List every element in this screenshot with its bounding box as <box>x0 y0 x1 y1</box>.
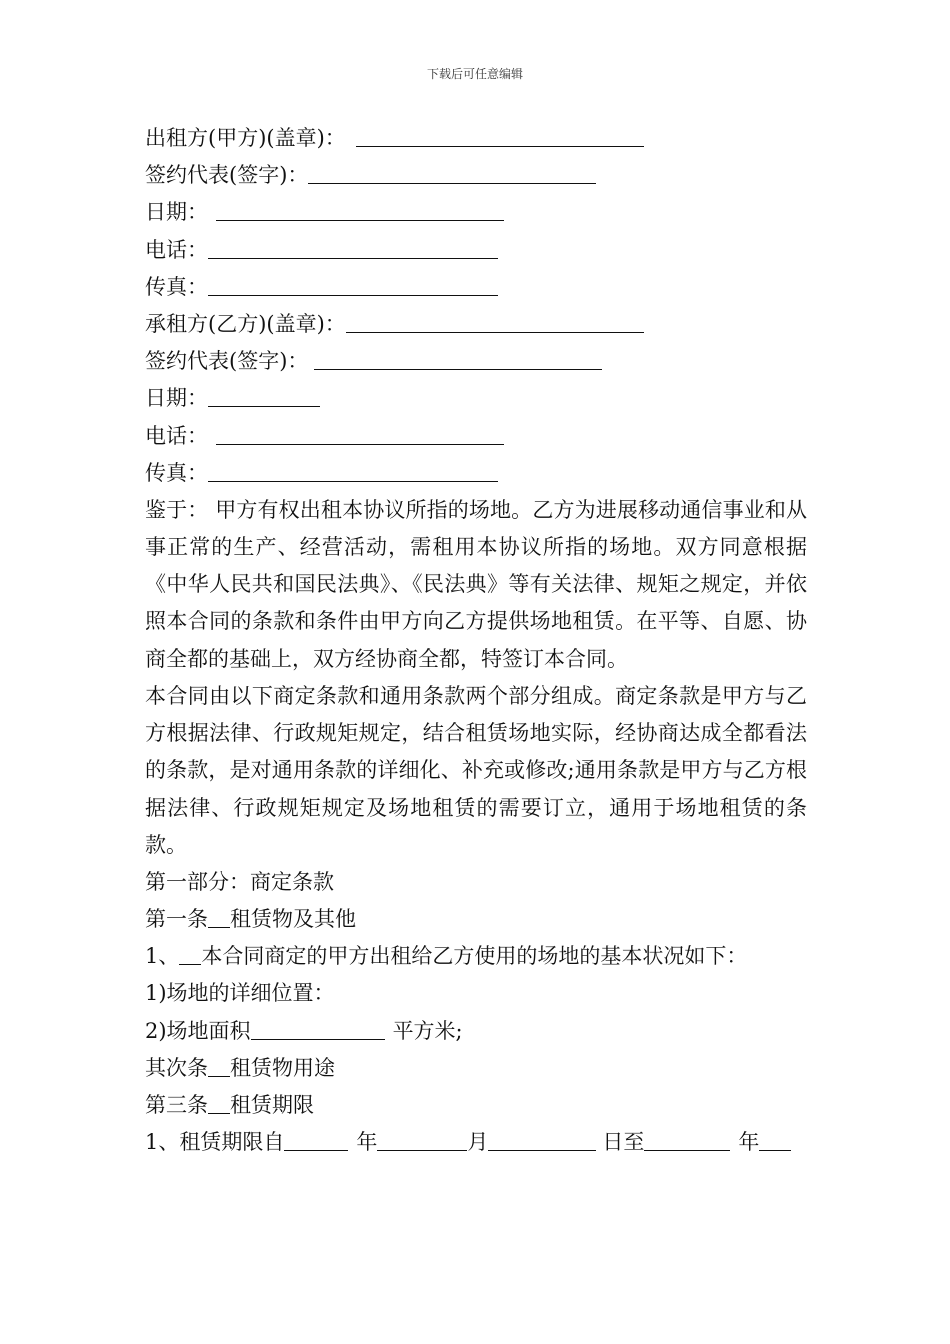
lessor-rep-line <box>145 157 807 194</box>
start-month-field[interactable] <box>377 1130 467 1151</box>
article-one-title: 租赁物及其他 <box>230 907 356 932</box>
lessee-rep-line <box>145 343 807 380</box>
lessee-rep-field[interactable] <box>314 349 602 370</box>
lessor-phone-field[interactable] <box>208 238 498 259</box>
item-1-2-prefix: 2)场地面积 <box>145 1018 251 1043</box>
term-year-label: 年 <box>356 1130 378 1155</box>
lessor-fax-field[interactable] <box>208 275 498 296</box>
term-prefix: 1、租赁期限自 <box>145 1130 285 1155</box>
lessee-phone-label: 电话： <box>145 423 208 448</box>
lessee-phone-field[interactable] <box>216 424 504 445</box>
item-1-2-line <box>145 1013 807 1050</box>
lessor-phone-label: 电话： <box>145 237 208 262</box>
lessor-phone-line <box>145 232 807 269</box>
lease-term-line <box>145 1124 807 1161</box>
composition-paragraph: 本合同由以下商定条款和通用条款两个部分组成。商定条款是甲方与乙方根据法律、行政规矩规定，结合租赁场地实际，经协商达成全都看法的条款，是对通用条款的详细化、补充或修改;通用条款是甲方与乙方根据法律、行政规矩规定及场地租赁的需要订立，通用于场地租赁的条款。 <box>145 683 807 857</box>
item-1-line <box>145 938 807 975</box>
lessor-seal-field[interactable] <box>356 126 644 147</box>
lessee-seal-field[interactable] <box>346 312 644 333</box>
article-two-heading <box>145 1050 807 1087</box>
part-one-heading: 第一部分：商定条款 <box>145 869 334 894</box>
lessee-seal-label: 承租方(乙方)(盖章)： <box>145 311 346 336</box>
start-day-field[interactable] <box>488 1130 596 1151</box>
article-two-prefix: 其次条 <box>145 1055 208 1080</box>
lessor-seal-line <box>145 120 807 157</box>
recital-paragraph: 鉴于： 甲方有权出租本协议所指的场地。乙方为进展移动通信事业和从事正常的生产、经营活动，需租用本协议所指的场地。双方同意根据《中华人民共和国民法典》、《民法典》等有关法律、规矩之规定，并依照本合同的条款和条件由甲方向乙方提供场地租赁。在平等、自愿、协商全都的基础上，双方经协商全都，特签订本合同。 <box>145 497 807 671</box>
area-field[interactable] <box>251 1019 385 1040</box>
item-1-text: 本合同商定的甲方出租给乙方使用的场地的基本状况如下： <box>201 944 748 969</box>
item-1-1-line: 1)场地的详细位置： <box>145 981 335 1006</box>
article-one-blank[interactable] <box>208 907 230 928</box>
lessor-date-field[interactable] <box>216 200 504 221</box>
lessor-seal-label: 出租方(甲方)(盖章)： <box>145 126 346 150</box>
item-1-blank[interactable] <box>179 944 201 965</box>
article-two-blank[interactable] <box>208 1056 230 1077</box>
lessor-date-line <box>145 194 807 231</box>
lessor-rep-field[interactable] <box>308 163 596 184</box>
article-one-heading <box>145 901 807 938</box>
start-year-field[interactable] <box>284 1130 348 1151</box>
page-header-note: 下载后可任意编辑 <box>426 67 523 81</box>
article-one-prefix: 第一条 <box>145 907 208 932</box>
term-month-label: 月 <box>467 1130 489 1155</box>
contract-content <box>145 120 807 1161</box>
item-1-prefix: 1、 <box>145 944 180 969</box>
lessee-seal-line <box>145 306 807 343</box>
lessee-fax-line <box>145 455 807 492</box>
article-three-prefix: 第三条 <box>145 1093 208 1118</box>
article-three-heading <box>145 1087 807 1124</box>
lessor-fax-label: 传真： <box>145 274 208 299</box>
lessee-fax-label: 传真： <box>145 460 208 485</box>
lessee-rep-label: 签约代表(签字)： <box>145 349 309 374</box>
lessee-fax-field[interactable] <box>208 461 498 482</box>
term-day-to-label: 日至 <box>602 1130 645 1155</box>
lessor-fax-line <box>145 269 807 306</box>
lessor-rep-label: 签约代表(签字)： <box>145 163 309 188</box>
lessor-date-label: 日期： <box>145 200 208 225</box>
end-year-field[interactable] <box>644 1130 730 1151</box>
lessee-date-label: 日期： <box>145 386 208 411</box>
end-month-field[interactable] <box>759 1130 791 1151</box>
lessee-phone-line <box>145 418 807 455</box>
lessee-date-line <box>145 380 807 417</box>
article-three-blank[interactable] <box>208 1093 230 1114</box>
area-unit: 平方米; <box>392 1018 463 1043</box>
lessee-date-field[interactable] <box>208 386 320 407</box>
article-three-title: 租赁期限 <box>230 1093 314 1118</box>
article-two-title: 租赁物用途 <box>230 1055 335 1080</box>
term-year2-label: 年 <box>738 1130 760 1155</box>
